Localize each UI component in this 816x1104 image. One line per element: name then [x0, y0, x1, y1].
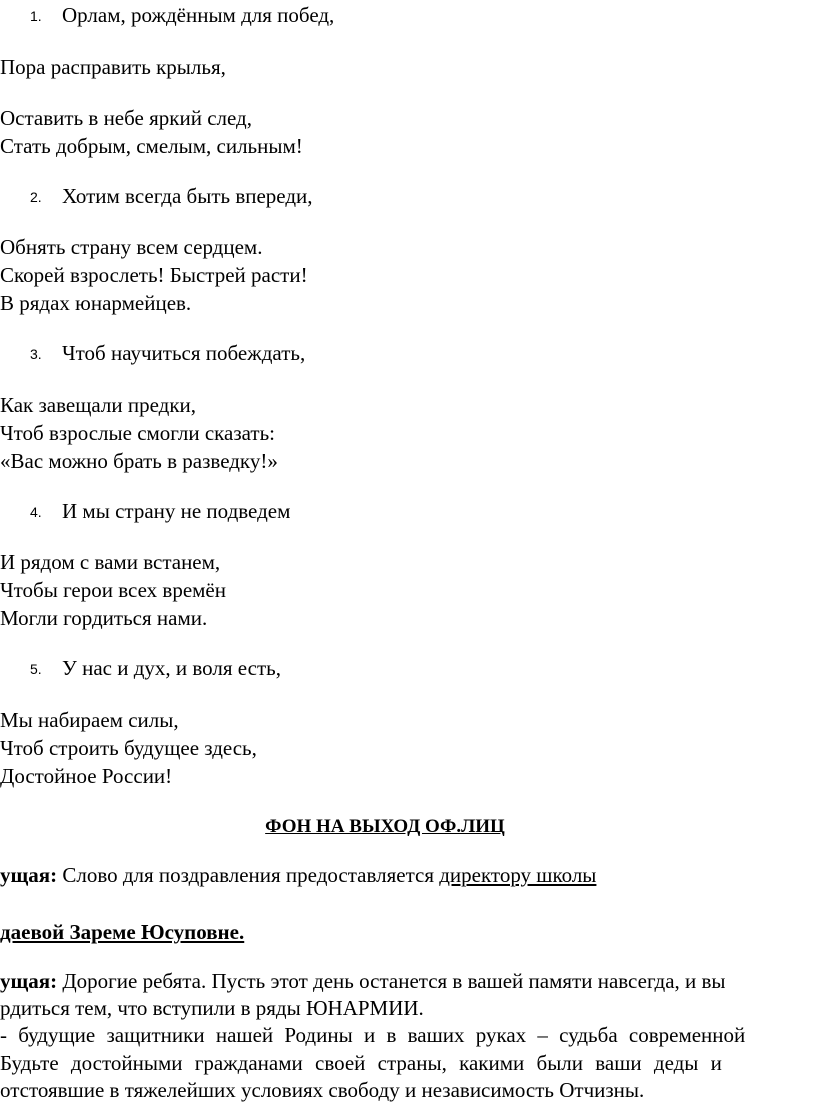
stanza-line-text: И мы страну не подведем	[62, 499, 291, 523]
stanza-line: Обнять страну всем сердцем.	[0, 235, 263, 259]
stanza-line: Могли гордиться нами.	[0, 606, 208, 630]
speech-paragraph	[0, 919, 244, 945]
speech-text: Дорогие ребята. Пусть этот день останется в вашей памяти навсегда, и вы	[57, 969, 726, 993]
addressee-text: директору школы	[439, 863, 597, 887]
stanza-line	[30, 2, 335, 28]
speaker-label: ущая:	[0, 969, 58, 993]
stanza-line: Чтобы герои всех времён	[0, 578, 226, 602]
stanza-line: «Вас можно брать в разведку!»	[0, 449, 278, 473]
speech-paragraph	[0, 862, 596, 888]
stanza-line-text: У нас и дух, и воля есть,	[62, 656, 281, 680]
stanza-line	[30, 655, 281, 681]
speech-line: рдиться тем, что вступили в ряды ЮНАРМИИ.	[0, 996, 424, 1020]
stanza-line	[30, 183, 313, 209]
stanza-line: И рядом с вами встанем,	[0, 550, 221, 574]
stanza-line: Оставить в небе яркий след,	[0, 106, 252, 130]
speech-line: - будущие защитники нашей Родины и в ваших руках – судьба современной	[0, 1023, 746, 1047]
speech-text: Слово для поздравления предоставляется	[57, 863, 440, 887]
addressee-name: даевой Зареме Юсуповне.	[0, 920, 245, 944]
speech-paragraph	[0, 968, 726, 994]
stanza-line: Скорей взрослеть! Быстрей расти!	[0, 263, 308, 287]
stanza-line: Чтоб взрослые смогли сказать:	[0, 421, 276, 445]
speech-line: Будьте достойными гражданами своей страны, какими были ваши деды и	[0, 1051, 722, 1075]
stanza-line-text: Чтоб научиться побеждать,	[62, 341, 306, 365]
stanza-line: Пора расправить крылья,	[0, 55, 226, 79]
stanza-number: 5.	[30, 661, 42, 677]
section-heading: ФОН НА ВЫХОД ОФ.ЛИЦ	[265, 816, 505, 837]
speech-line: отстоявшие в тяжелейших условиях свободу и независимость Отчизны.	[0, 1078, 645, 1102]
stanza-line: Как завещали предки,	[0, 393, 197, 417]
stanza-line	[30, 498, 291, 524]
stanza-number: 1.	[30, 8, 42, 24]
stanza-number: 3.	[30, 346, 42, 362]
stanza-line-text: Хотим всегда быть впереди,	[62, 184, 313, 208]
speaker-label: ущая:	[0, 863, 58, 887]
stanza-line	[30, 340, 306, 366]
stanza-line: Стать добрым, смелым, сильным!	[0, 134, 303, 158]
stanza-number: 4.	[30, 504, 42, 520]
stanza-line: Чтоб строить будущее здесь,	[0, 736, 257, 760]
stanza-line: В рядах юнармейцев.	[0, 291, 192, 315]
stanza-number: 2.	[30, 189, 42, 205]
stanza-line: Достойное России!	[0, 764, 173, 788]
stanza-line-text: Орлам, рождённым для побед,	[62, 3, 335, 27]
stanza-line: Мы набираем силы,	[0, 708, 179, 732]
